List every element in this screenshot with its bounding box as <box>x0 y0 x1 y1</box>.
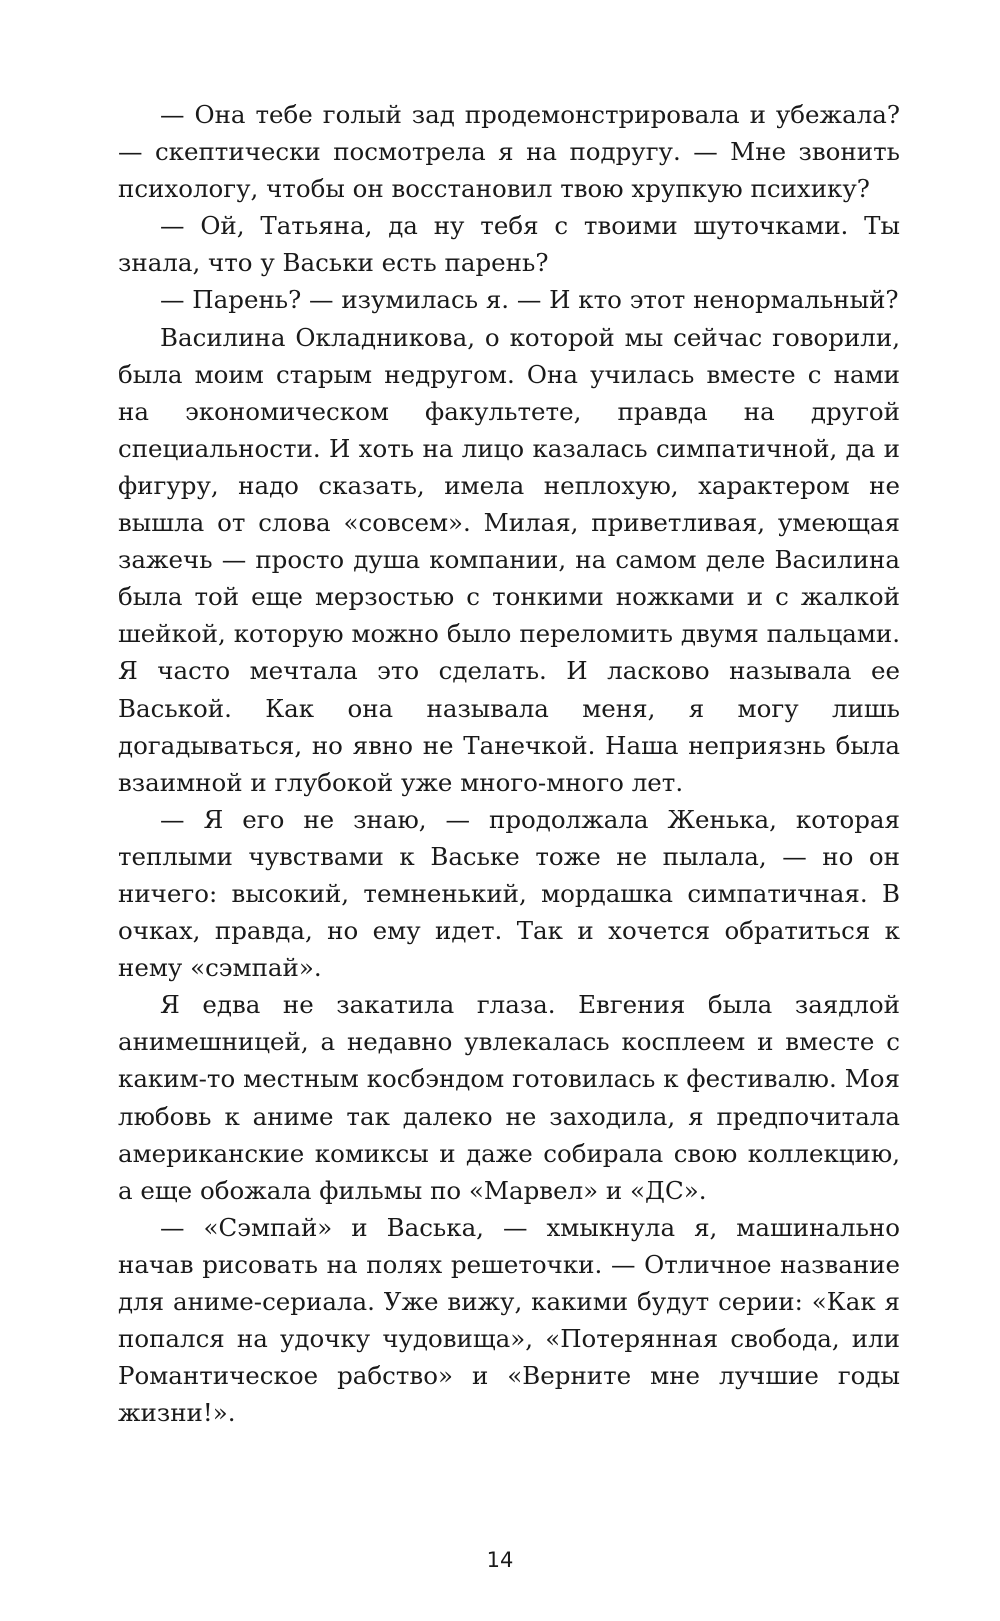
page-body <box>118 96 900 1431</box>
paragraph-2: — Ой, Татьяна, да ну тебя с твоими шуточками. Ты знала, что у Васьки есть парень? <box>118 211 900 278</box>
paragraph-6: Я едва не закатила глаза. Евгения была заядлой анимешницей, а недавно увлекалась косплеем и вместе с каким-то местным косбэндом готовилась к фестивалю. Моя любовь к аниме так далеко не заходила, я предпочитала американские комиксы и даже собирала свою коллекцию, а еще обожала фильмы по «Марвел» и «ДС». <box>118 990 900 1205</box>
paragraph-3: — Парень? — изумилась я. — И кто этот ненормальный? <box>160 285 899 315</box>
paragraph-1: — Она тебе голый зад продемонстрировала и убежала? — скептически посмотрела я на подругу. — Мне звонить психологу, чтобы он восстановил твою хрупкую психику? <box>118 100 900 204</box>
paragraph-7: — «Сэмпай» и Васька, — хмыкнула я, машинально начав рисовать на полях решеточки. — Отличное название для аниме-сериала. Уже вижу, какими будут серии: «Как я попался на удочку чудовища», «Потерянная свобода, или Романтическое рабство» и «Верните мне лучшие годы жизни!». <box>118 1212 900 1428</box>
page-number: 14 <box>486 1548 514 1572</box>
paragraph-5: — Я его не знаю, — продолжала Женька, которая теплыми чувствами к Ваське тоже не пылала, — но он ничего: высокий, темненький, мордашка симпатичная. В очках, правда, но ему идет. Так и хочется обратиться к нему «сэмпай». <box>118 804 900 983</box>
paragraph-4: Василина Окладникова, о которой мы сейчас говорили, была моим старым недругом. Она училась вместе с нами на экономическом факультете, правда на другой специальности. И хоть на лицо казалась симпатичной, да и фигуру, надо сказать, имела неплохую, характером не вышла от слова «совсем». Милая, приветливая, умеющая зажечь — просто душа компании, на самом деле Василина была той еще мерзостью с тонкими ножками и с жалкой шейкой, которую можно было переломить двумя пальцами. Я часто мечтала это сделать. И ласково называла ее Васькой. Как она называла меня, я могу лишь догадываться, но явно не Танечкой. Наша неприязнь была взаимной и глубокой уже много-много лет. <box>118 322 900 797</box>
